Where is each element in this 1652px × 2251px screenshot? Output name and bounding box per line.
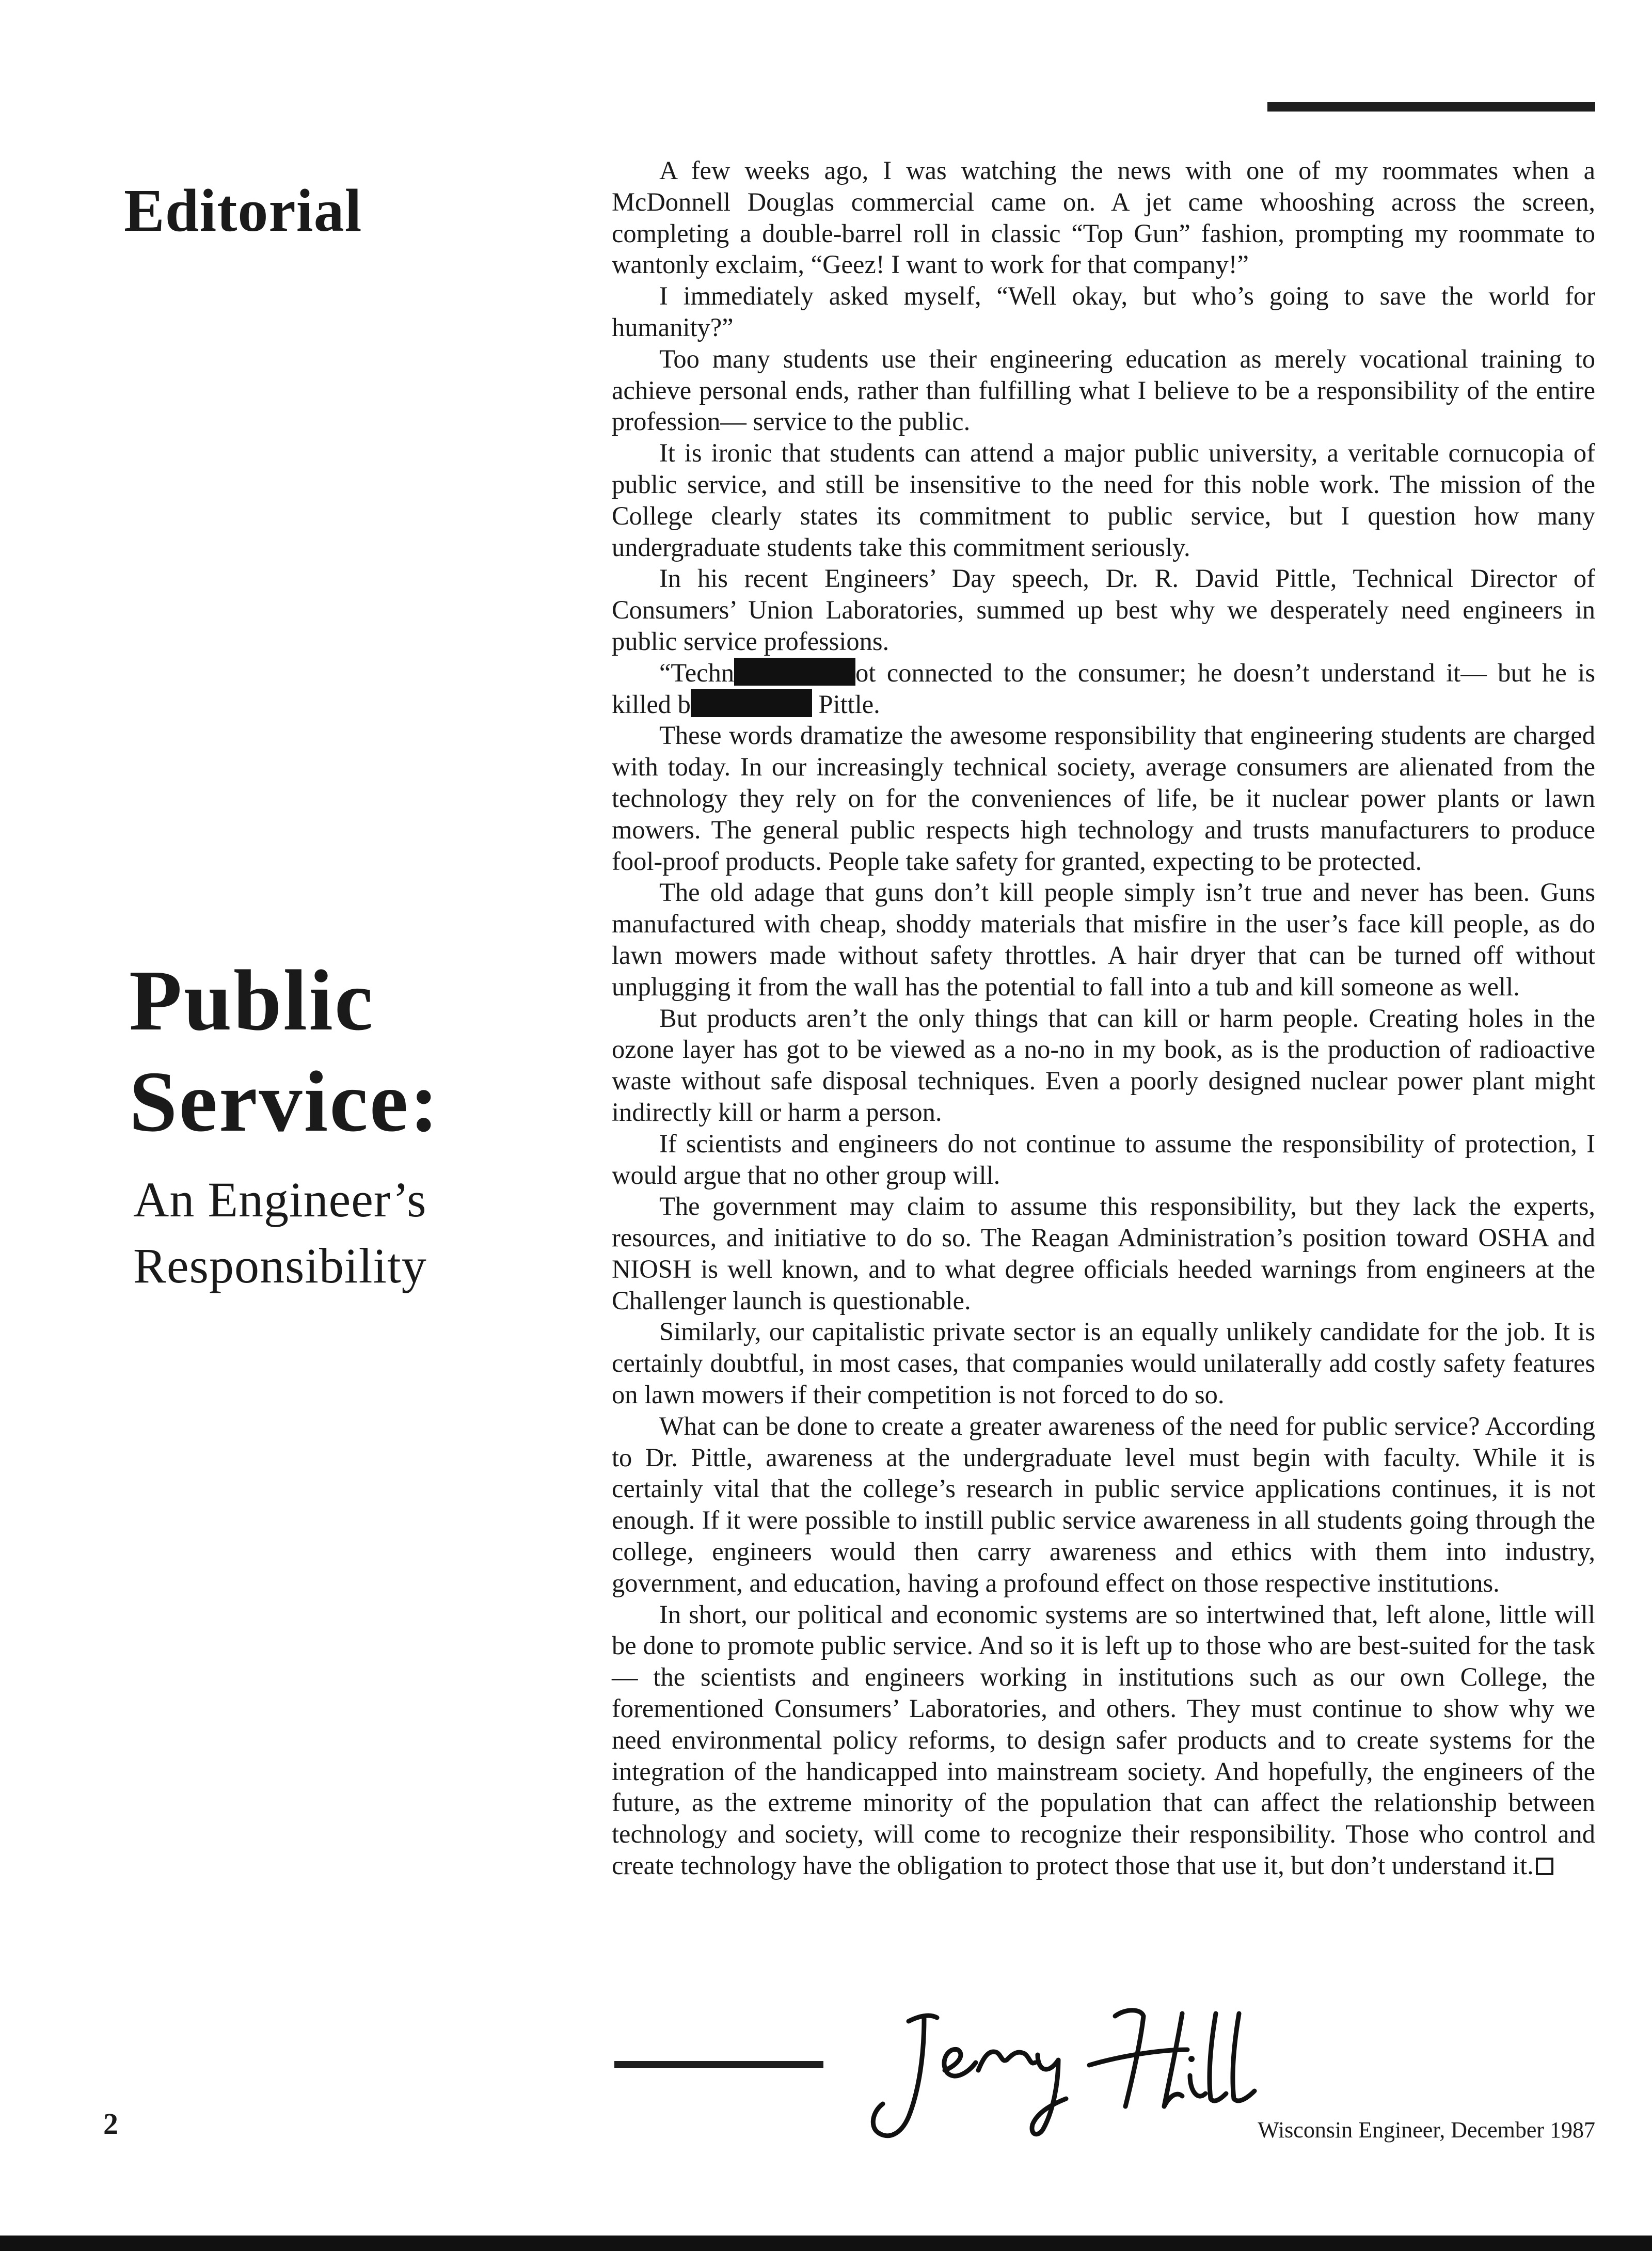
- signature-rule: [614, 2061, 823, 2068]
- headline-block: [129, 950, 521, 1299]
- headline-subtitle-line1: An Engineer’s: [133, 1172, 427, 1227]
- quote-start: “Techn: [659, 658, 735, 687]
- publication-credit: Wisconsin Engineer, December 1987: [1258, 2117, 1595, 2143]
- headline-title-line1: Public: [129, 953, 375, 1049]
- article-paragraph: A few weeks ago, I was watching the news with one of my roommates when a McDonnell Douglas commercial came on. A jet came whooshing across the screen, completing a double-barrel roll in classic “Top Gun” fashion, prompting my roommate to wantonly exclaim, “Geez! I want to work for that company!”: [612, 156, 1595, 279]
- article-body: [612, 155, 1595, 1881]
- article-final-paragraph: [612, 1599, 1595, 1881]
- redaction-block: [734, 658, 855, 686]
- article-paragraph: Similarly, our capitalistic private sector is an equally unlikely candidate for the job. It is certainly doubtful, in most cases, that companies would unilaterally add costly safety features on lawn mowers if their competition is not forced to do so.: [612, 1317, 1595, 1409]
- headline-title-line2: Service:: [129, 1054, 440, 1150]
- headline-title: [129, 950, 521, 1152]
- article-paragraph: The government may claim to assume this responsibility, but they lack the experts, resources, and initiative to do so. The Reagan Administration’s position toward OSHA and NIOSH is well known, and to what degree officials heeded warnings from engineers at the Challenger launch is questionable.: [612, 1192, 1595, 1315]
- redaction-block: [691, 689, 812, 717]
- headline-subtitle-line2: Responsibility: [133, 1238, 427, 1293]
- article-paragraph: What can be done to create a greater awareness of the need for public service? According to Dr. Pittle, awareness at the undergraduate level must begin with faculty. While it is certainly vital that the college’s research in public service applications continues, it is not enough. If it were possible to instill public service awareness in all students going through the college, engineers would then carry awareness and ethics with them into industry, government, and education, having a profound effect on those respective institutions.: [612, 1411, 1595, 1597]
- end-mark-icon: [1536, 1858, 1553, 1875]
- article-paragraph: In his recent Engineers’ Day speech, Dr. R. David Pittle, Technical Director of Consumers’ Union Laboratories, summed up best why we desperately need engineers in public service professions.: [612, 564, 1595, 656]
- article-paragraph: I immediately asked myself, “Well okay, but who’s going to save the world for humanity?”: [612, 281, 1595, 342]
- quote-middle: ot connected to the consumer; he doesn’t understand it— but he is killed b: [612, 658, 1595, 719]
- article-paragraph: But products aren’t the only things that can kill or harm people. Creating holes in the ozone layer has got to be viewed as a no-no in my book, as is the production of radioactive waste without safe disposal techniques. Even a poorly designed nuclear power plant might indirectly kill or harm a person.: [612, 1003, 1595, 1127]
- article-paragraph: Too many students use their engineering education as merely vocational training to achieve personal ends, rather than fulfilling what I believe to be a responsibility of the entire profession— service to the public.: [612, 344, 1595, 436]
- section-label: Editorial: [124, 177, 362, 244]
- article-paragraph: It is ironic that students can attend a major public university, a veritable cornucopia of public service, and still be insensitive to the need for this noble work. The mission of the College clearly states its commitment to public service, but I question how many undergraduate students take this commitment seriously.: [612, 438, 1595, 562]
- top-rule: [1267, 102, 1595, 112]
- article-paragraph: If scientists and engineers do not continue to assume the responsibility of protection, I would argue that no other group will.: [612, 1129, 1595, 1190]
- page-bottom-edge: [0, 2236, 1652, 2251]
- page-number: 2: [103, 2107, 118, 2141]
- quote-end: Pittle.: [818, 689, 880, 719]
- final-paragraph-text: In short, our political and economic systems are so intertwined that, left alone, little will be done to promote public service. And so it is left up to those who are best-suited for the task— the scientists and engineers working in institutions such as our own College, the forementioned Consumers’ Laboratories, and others. They must continue to show why we need environmental policy reforms, to design safer products and to create systems for the integration of the handicapped into mainstream society. And hopefully, the engineers of the future, as the extreme minority of the population that can affect the relationship between technology and society, will come to recognize their responsibility. Those who control and create technology have the obligation to protect those that use it, but don’t understand it.: [612, 1599, 1595, 1880]
- headline-subtitle: [133, 1167, 521, 1299]
- article-paragraph: These words dramatize the awesome responsibility that engineering students are charged with today. In our increasingly technical society, average consumers are alienated from the technology they rely on for the conveniences of life, be it nuclear power plants or lawn mowers. The general public respects high technology and trusts manufacturers to produce fool-proof products. People take safety for granted, expecting to be protected.: [612, 721, 1595, 876]
- pittle-quote-paragraph: [612, 657, 1595, 720]
- article-paragraph: The old adage that guns don’t kill people simply isn’t true and never has been. Guns manufactured with cheap, shoddy materials that misfire in the user’s face kill people, as do lawn mowers made without safety throttles. A hair dryer that can be turned off without unplugging it from the wall has the potential to fall into a tub and kill someone as well.: [612, 878, 1595, 1001]
- author-signature: [847, 1993, 1270, 2158]
